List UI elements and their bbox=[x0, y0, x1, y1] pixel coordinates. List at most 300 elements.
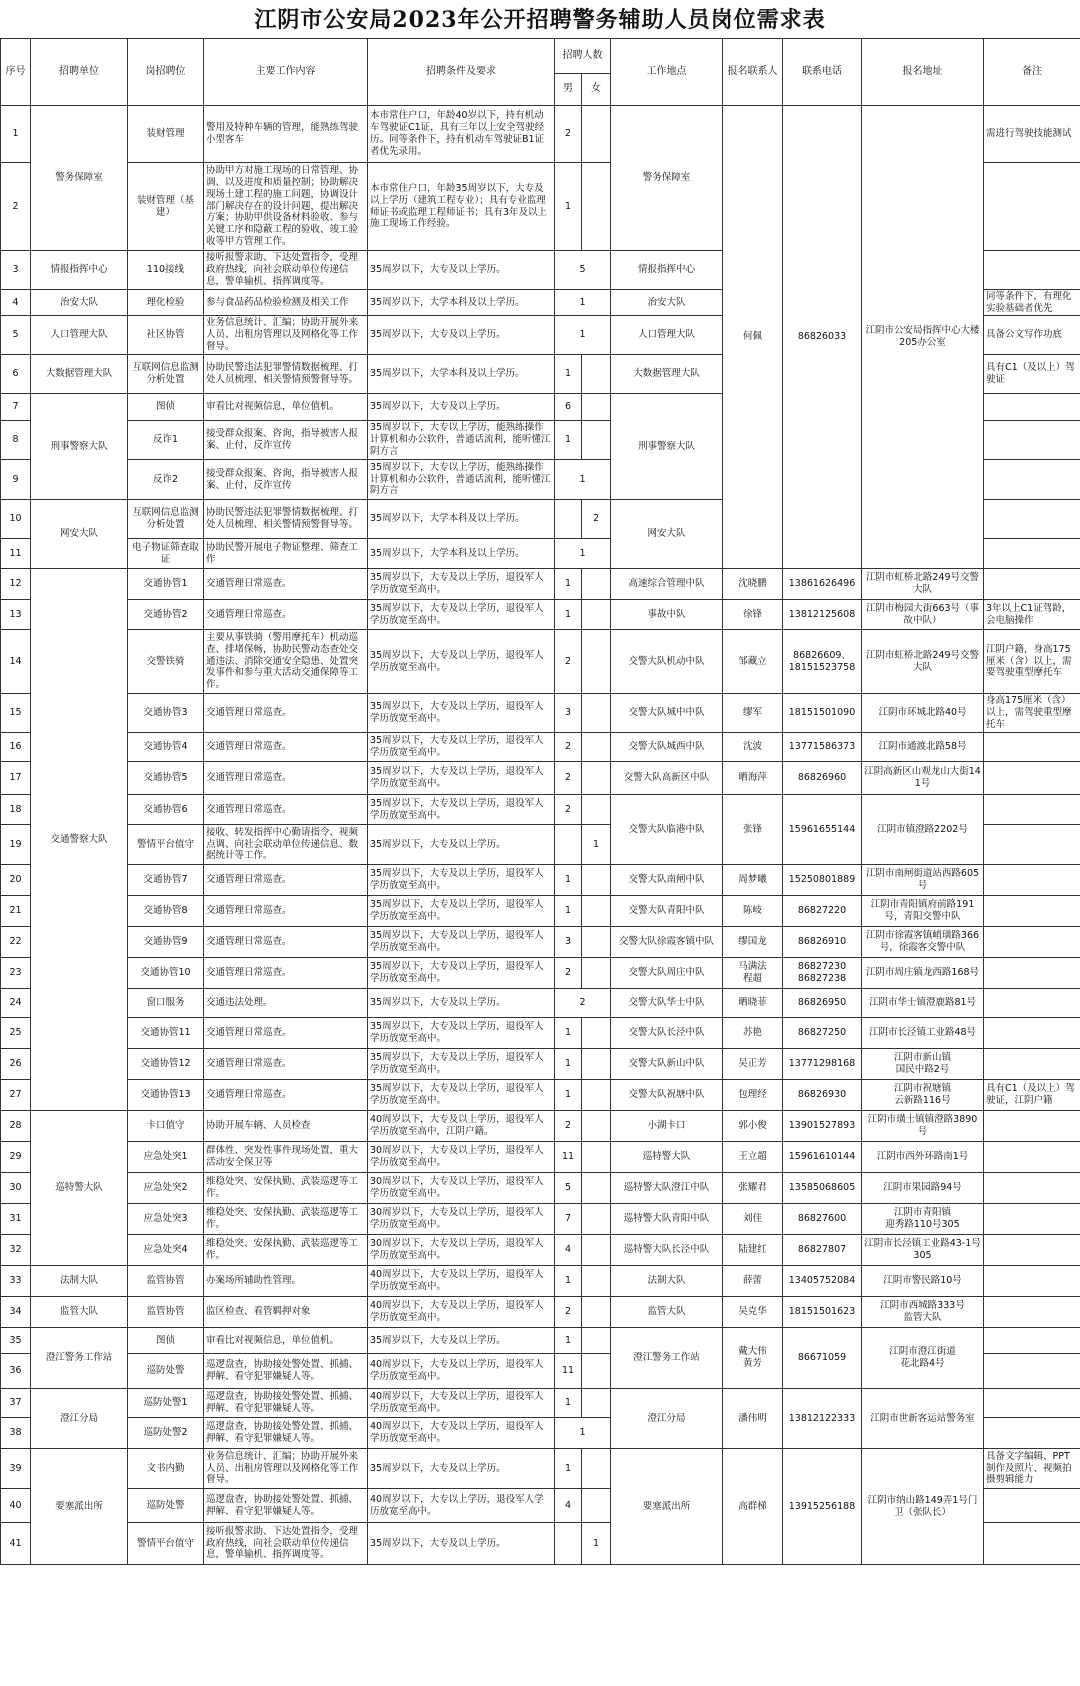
row-contact: 陆建红 bbox=[723, 1235, 783, 1266]
row-count-female: 1 bbox=[582, 1523, 611, 1565]
row-position: 交通协管8 bbox=[128, 896, 204, 927]
row-duties: 协助开展车辆、人员检查 bbox=[204, 1111, 368, 1142]
row-phone: 18151501623 bbox=[783, 1297, 862, 1328]
row-requirements: 40周岁以下，大专及以上学历，退役军人学历放宽至高中。 bbox=[368, 1354, 555, 1389]
row-requirements: 35周岁以下，大专及以上学历，退役军人学历放宽至高中。 bbox=[368, 569, 555, 600]
row-count-female bbox=[582, 896, 611, 927]
row-phone: 15961655144 bbox=[783, 795, 862, 865]
row-note: 需进行驾驶技能测试 bbox=[984, 106, 1080, 163]
table-row bbox=[1, 896, 1080, 927]
row-count-female bbox=[582, 1111, 611, 1142]
row-address: 江阴市南闸街道站西路605号 bbox=[862, 865, 984, 896]
row-duties: 巡逻盘查，协助接处警处置、抓捕、押解、看守犯罪嫌疑人等。 bbox=[204, 1354, 368, 1389]
row-note bbox=[984, 1173, 1080, 1204]
row-workplace: 网安大队 bbox=[611, 500, 723, 569]
row-requirements: 40周岁以下，大专及以上学历，退役军人学历放宽至高中。 bbox=[368, 1266, 555, 1297]
row-position: 理化检验 bbox=[128, 289, 204, 316]
row-position: 交通协管6 bbox=[128, 795, 204, 825]
row-requirements: 35周岁以下，大专及以上学历。 bbox=[368, 1523, 555, 1565]
row-count-male: 1 bbox=[555, 1328, 582, 1354]
row-contact: 高群梯 bbox=[723, 1449, 783, 1565]
row-requirements: 40周岁以下，大专以上学历，退役军人学历放宽至高中。 bbox=[368, 1489, 555, 1523]
row-requirements: 35周岁以下，大专及以上学历，退役军人学历放宽至高中。 bbox=[368, 1080, 555, 1111]
row-note: 具有C1（及以上）驾驶证 bbox=[984, 355, 1080, 394]
row-position: 电子物证筛查取证 bbox=[128, 539, 204, 569]
row-address: 江阴市祝塘镇 云新路116号 bbox=[862, 1080, 984, 1111]
row-phone: 13585068605 bbox=[783, 1173, 862, 1204]
row-position: 文书内勤 bbox=[128, 1449, 204, 1489]
row-contact: 徐锋 bbox=[723, 600, 783, 630]
row-position: 反诈2 bbox=[128, 460, 204, 500]
row-note: 具备文字编辑、PPT制作及照片、视频拍摄剪辑能力 bbox=[984, 1449, 1080, 1489]
row-note bbox=[984, 1297, 1080, 1328]
row-phone: 13812122333 bbox=[783, 1389, 862, 1449]
row-requirements: 35周岁以下，大专及以上学历，退役军人学历放宽至高中。 bbox=[368, 600, 555, 630]
row-count-female bbox=[582, 106, 611, 163]
row-requirements: 35周岁以下，大专及以上学历。 bbox=[368, 989, 555, 1018]
table-row bbox=[1, 927, 1080, 958]
row-count-female bbox=[582, 1049, 611, 1080]
row-seq: 19 bbox=[1, 825, 31, 865]
row-workplace: 交警大队华士中队 bbox=[611, 989, 723, 1018]
row-address: 江阴市镇澄路2202号 bbox=[862, 795, 984, 865]
row-count-male: 5 bbox=[555, 1173, 582, 1204]
row-phone: 13812125608 bbox=[783, 600, 862, 630]
row-count-male: 11 bbox=[555, 1354, 582, 1389]
row-seq: 11 bbox=[1, 539, 31, 569]
row-workplace: 治安大队 bbox=[611, 289, 723, 316]
row-count-male: 2 bbox=[555, 1297, 582, 1328]
header-male: 男 bbox=[555, 74, 582, 106]
row-seq: 31 bbox=[1, 1204, 31, 1235]
row-count: 1 bbox=[555, 539, 611, 569]
table-row bbox=[1, 989, 1080, 1018]
row-count-female bbox=[582, 1173, 611, 1204]
row-count-male: 3 bbox=[555, 927, 582, 958]
row-workplace: 交警大队城中中队 bbox=[611, 694, 723, 733]
row-duties: 警用及特种车辆的管理，能熟练驾驶小型客车 bbox=[204, 106, 368, 163]
row-address: 江阴市新山镇 国民中路2号 bbox=[862, 1049, 984, 1080]
header-seq: 序号 bbox=[1, 39, 31, 106]
row-address: 江阴市警民路10号 bbox=[862, 1266, 984, 1297]
row-duties: 接听报警求助、下达处置指令，受理政府热线，向社会联动单位传递信息，警单输机、指挥调度等。 bbox=[204, 1523, 368, 1565]
row-duties: 监区检查、看管羁押对象 bbox=[204, 1297, 368, 1328]
row-note bbox=[984, 1266, 1080, 1297]
row-duties: 交通管理日常巡查。 bbox=[204, 1018, 368, 1049]
row-workplace: 交警大队青阳中队 bbox=[611, 896, 723, 927]
row-requirements: 30周岁以下，大专及以上学历，退役军人学历放宽至高中。 bbox=[368, 1204, 555, 1235]
row-seq: 6 bbox=[1, 355, 31, 394]
row-duties: 交通管理日常巡查。 bbox=[204, 927, 368, 958]
row-contact: 周梦曦 bbox=[723, 865, 783, 896]
row-duties: 办案场所辅助性管理。 bbox=[204, 1266, 368, 1297]
row-duties: 交通管理日常巡查。 bbox=[204, 1080, 368, 1111]
row-position: 应急处突3 bbox=[128, 1204, 204, 1235]
row-note bbox=[984, 958, 1080, 989]
row-note bbox=[984, 1142, 1080, 1173]
row-unit: 治安大队 bbox=[31, 289, 128, 316]
row-position: 反诈1 bbox=[128, 421, 204, 460]
row-requirements: 30周岁以下，大专及以上学历，退役军人学历放宽至高中。 bbox=[368, 1235, 555, 1266]
row-seq: 15 bbox=[1, 694, 31, 733]
table-row bbox=[1, 1018, 1080, 1049]
row-duties: 接听报警求助、下达处置指令，受理政府热线，向社会联动单位传递信息，警单输机、指挥调度等。 bbox=[204, 251, 368, 290]
row-position: 互联网信息监测分析处置 bbox=[128, 355, 204, 394]
row-workplace: 澄江警务工作站 bbox=[611, 1328, 723, 1389]
row-requirements: 40周岁以下，大专及以上学历，退役军人学历放宽至高中。 bbox=[368, 1297, 555, 1328]
row-phone: 86826950 bbox=[783, 989, 862, 1018]
row-duties: 接受群众报案、咨询，指导被害人报案、止付，反诈宣传 bbox=[204, 460, 368, 500]
row-duties: 巡逻盘查，协助接处警处置、抓捕、押解、看守犯罪嫌疑人等。 bbox=[204, 1489, 368, 1523]
row-requirements: 35周岁以下，大专及以上学历，退役军人学历放宽至高中。 bbox=[368, 927, 555, 958]
row-duties: 交通管理日常巡查。 bbox=[204, 896, 368, 927]
row-workplace: 交警大队新山中队 bbox=[611, 1049, 723, 1080]
row-count-male: 4 bbox=[555, 1489, 582, 1523]
row-position: 巡防处警1 bbox=[128, 1389, 204, 1418]
table-row bbox=[1, 1142, 1080, 1173]
row-requirements: 40周岁以下，大专及以上学历，退役军人学历放宽至高中，江阴户籍。 bbox=[368, 1111, 555, 1142]
row-workplace: 法制大队 bbox=[611, 1266, 723, 1297]
row-count-male: 11 bbox=[555, 1142, 582, 1173]
row-note bbox=[984, 421, 1080, 460]
row-position: 监管协管 bbox=[128, 1266, 204, 1297]
row-duties: 群体性、突发性事件现场处置，重大活动安全保卫等 bbox=[204, 1142, 368, 1173]
row-phone: 86826910 bbox=[783, 927, 862, 958]
table-row bbox=[1, 733, 1080, 762]
row-phone: 15961610144 bbox=[783, 1142, 862, 1173]
row-position: 交通协管9 bbox=[128, 927, 204, 958]
row-contact: 薛蕾 bbox=[723, 1266, 783, 1297]
row-note bbox=[984, 1235, 1080, 1266]
row-duties: 业务信息统计、汇编；协助开展外来人员、出租房管理以及网格化等工作督导。 bbox=[204, 1449, 368, 1489]
table-row bbox=[1, 795, 1080, 825]
row-address: 江阴市纳山路149弄1号门卫（张队长） bbox=[862, 1449, 984, 1565]
row-seq: 21 bbox=[1, 896, 31, 927]
row-seq: 32 bbox=[1, 1235, 31, 1266]
row-count-male: 1 bbox=[555, 1049, 582, 1080]
row-note: 具备公文写作功底 bbox=[984, 316, 1080, 355]
row-duties: 审看比对视频信息，单位值机。 bbox=[204, 1328, 368, 1354]
row-position: 应急处突1 bbox=[128, 1142, 204, 1173]
row-contact: 缪国龙 bbox=[723, 927, 783, 958]
row-position: 卡口值守 bbox=[128, 1111, 204, 1142]
row-count-female bbox=[582, 1204, 611, 1235]
table-row bbox=[1, 106, 1080, 163]
row-address: 江阴市虹桥北路249号交警大队 bbox=[862, 630, 984, 694]
row-requirements: 35周岁以下，大专以上学历，能熟练操作计算机和办公软件，普通话流利，能听懂江阴方言 bbox=[368, 460, 555, 500]
row-position: 社区协管 bbox=[128, 316, 204, 355]
row-count-male bbox=[555, 825, 582, 865]
row-seq: 24 bbox=[1, 989, 31, 1018]
row-count-female bbox=[582, 733, 611, 762]
row-contact: 马满法 程超 bbox=[723, 958, 783, 989]
row-seq: 36 bbox=[1, 1354, 31, 1389]
row-position: 图侦 bbox=[128, 394, 204, 421]
table-row bbox=[1, 1297, 1080, 1328]
row-workplace: 人口管理大队 bbox=[611, 316, 723, 355]
row-unit: 交通警察大队 bbox=[31, 569, 128, 1111]
row-seq: 17 bbox=[1, 762, 31, 795]
row-count-male: 2 bbox=[555, 958, 582, 989]
row-contact: 缪军 bbox=[723, 694, 783, 733]
row-workplace: 小湖卡口 bbox=[611, 1111, 723, 1142]
row-position: 交通协管1 bbox=[128, 569, 204, 600]
row-requirements: 35周岁以下，大专及以上学历。 bbox=[368, 1449, 555, 1489]
row-count-female bbox=[582, 630, 611, 694]
row-contact: 张锋 bbox=[723, 795, 783, 865]
row-count: 1 bbox=[555, 289, 611, 316]
row-duties: 巡逻盘查，协助接处警处置、抓捕、押解、看守犯罪嫌疑人等。 bbox=[204, 1418, 368, 1449]
row-unit: 巡特警大队 bbox=[31, 1111, 128, 1266]
row-note bbox=[984, 1049, 1080, 1080]
row-contact: 吴正芳 bbox=[723, 1049, 783, 1080]
row-address: 江阴市青阳镇 迎秀路110号305 bbox=[862, 1204, 984, 1235]
row-contact: 苏艳 bbox=[723, 1018, 783, 1049]
row-workplace: 交警大队祝塘中队 bbox=[611, 1080, 723, 1111]
row-contact: 包理经 bbox=[723, 1080, 783, 1111]
table-row bbox=[1, 958, 1080, 989]
row-seq: 20 bbox=[1, 865, 31, 896]
row-requirements: 35周岁以下，大专及以上学历，退役军人学历放宽至高中。 bbox=[368, 896, 555, 927]
row-position: 巡防处警 bbox=[128, 1489, 204, 1523]
row-position: 交通协管10 bbox=[128, 958, 204, 989]
row-duties: 巡逻盘查，协助接处警处置、抓捕、押解、看守犯罪嫌疑人等。 bbox=[204, 1389, 368, 1418]
row-seq: 27 bbox=[1, 1080, 31, 1111]
row-duties: 协助民警开展电子物证整理、筛查工作 bbox=[204, 539, 368, 569]
row-count-male: 1 bbox=[555, 421, 582, 460]
row-requirements: 35周岁以下，大专及以上学历，退役军人学历放宽至高中。 bbox=[368, 958, 555, 989]
row-requirements: 35周岁以下，大专及以上学历，退役军人学历放宽至高中。 bbox=[368, 1018, 555, 1049]
row-count-female bbox=[582, 1235, 611, 1266]
row-note bbox=[984, 1418, 1080, 1449]
row-seq: 4 bbox=[1, 289, 31, 316]
row-note bbox=[984, 865, 1080, 896]
row-note bbox=[984, 539, 1080, 569]
row-workplace: 交警大队城西中队 bbox=[611, 733, 723, 762]
row-count-female bbox=[582, 1328, 611, 1354]
row-count-female: 2 bbox=[582, 500, 611, 539]
table-row bbox=[1, 569, 1080, 600]
row-duties: 交通管理日常巡查。 bbox=[204, 795, 368, 825]
row-seq: 34 bbox=[1, 1297, 31, 1328]
row-seq: 2 bbox=[1, 163, 31, 251]
row-position: 交通协管12 bbox=[128, 1049, 204, 1080]
table-row bbox=[1, 1080, 1080, 1111]
row-requirements: 40周岁以下，大专及以上学历，退役军人学历放宽至高中。 bbox=[368, 1418, 555, 1449]
row-count-male: 1 bbox=[555, 896, 582, 927]
row-note bbox=[984, 500, 1080, 539]
row-contact: 潘伟明 bbox=[723, 1389, 783, 1449]
row-position: 交通协管13 bbox=[128, 1080, 204, 1111]
row-address: 江阴市西外环路南1号 bbox=[862, 1142, 984, 1173]
row-requirements: 35周岁以下，大专及以上学历。 bbox=[368, 316, 555, 355]
row-contact: 沈晓鹏 bbox=[723, 569, 783, 600]
row-requirements: 35周岁以下，大专以上学历，能熟练操作计算机和办公软件，普通话流利，能听懂江阴方言 bbox=[368, 421, 555, 460]
row-duties: 业务信息统计、汇编；协助开展外来人员、出租房管理以及网格化等工作督导。 bbox=[204, 316, 368, 355]
row-note bbox=[984, 1523, 1080, 1565]
row-phone: 13405752084 bbox=[783, 1266, 862, 1297]
row-duties: 交通管理日常巡查。 bbox=[204, 958, 368, 989]
row-note bbox=[984, 1389, 1080, 1418]
row-requirements: 35周岁以下，大学本科及以上学历。 bbox=[368, 289, 555, 316]
row-count-female bbox=[582, 1142, 611, 1173]
row-requirements: 35周岁以下，大学本科及以上学历。 bbox=[368, 539, 555, 569]
row-unit: 大数据管理大队 bbox=[31, 355, 128, 394]
row-phone: 18151501090 bbox=[783, 694, 862, 733]
row-seq: 14 bbox=[1, 630, 31, 694]
row-note bbox=[984, 762, 1080, 795]
header-workplace: 工作地点 bbox=[611, 39, 723, 106]
row-requirements: 30周岁以下，大专及以上学历，退役军人学历放宽至高中。 bbox=[368, 1173, 555, 1204]
row-count-male: 2 bbox=[555, 762, 582, 795]
row-phone: 86826033 bbox=[783, 106, 862, 569]
row-count-male: 2 bbox=[555, 733, 582, 762]
row-count-male: 1 bbox=[555, 1080, 582, 1111]
row-address: 江阴市果园路94号 bbox=[862, 1173, 984, 1204]
row-note bbox=[984, 1204, 1080, 1235]
row-count-female bbox=[582, 1449, 611, 1489]
row-address: 江阴市徐霞客镇峭璜路366号，徐霞客交警中队 bbox=[862, 927, 984, 958]
row-unit: 刑事警察大队 bbox=[31, 394, 128, 500]
row-count: 1 bbox=[555, 460, 611, 500]
row-phone: 86827250 bbox=[783, 1018, 862, 1049]
row-duties: 交通管理日常巡查。 bbox=[204, 600, 368, 630]
row-duties: 交通管理日常巡查。 bbox=[204, 569, 368, 600]
row-unit: 网安大队 bbox=[31, 500, 128, 569]
row-duties: 审看比对视频信息，单位值机。 bbox=[204, 394, 368, 421]
row-contact: 戴大伟 黄芳 bbox=[723, 1328, 783, 1389]
header-address: 报名地址 bbox=[862, 39, 984, 106]
row-requirements: 35周岁以下，大专及以上学历。 bbox=[368, 394, 555, 421]
row-count: 1 bbox=[555, 316, 611, 355]
row-note: 3年以上C1证驾龄，会电脑操作 bbox=[984, 600, 1080, 630]
row-duties: 维稳处突、安保执勤、武装巡逻等工作。 bbox=[204, 1204, 368, 1235]
row-duties: 接收、转发指挥中心勤请指令、视频点调、向社会联动单位传递信息、数据统计等工作。 bbox=[204, 825, 368, 865]
row-contact: 晒晓菲 bbox=[723, 989, 783, 1018]
row-count: 1 bbox=[555, 1418, 611, 1449]
row-count-male: 1 bbox=[555, 1389, 582, 1418]
row-duties: 交通管理日常巡查。 bbox=[204, 865, 368, 896]
row-phone: 86826609、 18151523758 bbox=[783, 630, 862, 694]
row-phone: 86827220 bbox=[783, 896, 862, 927]
row-duties: 维稳处突、安保执勤、武装巡逻等工作。 bbox=[204, 1173, 368, 1204]
row-address: 江阴市公安局指挥中心大楼205办公室 bbox=[862, 106, 984, 569]
row-unit: 情报指挥中心 bbox=[31, 251, 128, 290]
row-count: 2 bbox=[555, 989, 611, 1018]
row-workplace: 巡特警大队青阳中队 bbox=[611, 1204, 723, 1235]
row-seq: 30 bbox=[1, 1173, 31, 1204]
row-count-female bbox=[582, 1266, 611, 1297]
row-workplace: 高速综合管理中队 bbox=[611, 569, 723, 600]
row-position: 窗口服务 bbox=[128, 989, 204, 1018]
row-seq: 10 bbox=[1, 500, 31, 539]
row-unit: 监管大队 bbox=[31, 1297, 128, 1328]
row-unit: 澄江分局 bbox=[31, 1389, 128, 1449]
row-count-male bbox=[555, 500, 582, 539]
row-phone: 86671059 bbox=[783, 1328, 862, 1389]
row-note bbox=[984, 1018, 1080, 1049]
row-contact: 刘佳 bbox=[723, 1204, 783, 1235]
row-count-male: 1 bbox=[555, 355, 582, 394]
row-phone: 86827600 bbox=[783, 1204, 862, 1235]
row-note bbox=[984, 394, 1080, 421]
row-unit: 警务保障室 bbox=[31, 106, 128, 251]
row-duties: 参与食品药品检验检测及相关工作 bbox=[204, 289, 368, 316]
row-phone: 15250801889 bbox=[783, 865, 862, 896]
row-position: 交通协管4 bbox=[128, 733, 204, 762]
row-count-male: 7 bbox=[555, 1204, 582, 1235]
row-workplace: 交警大队周庄中队 bbox=[611, 958, 723, 989]
header-requirements: 招聘条件及要求 bbox=[368, 39, 555, 106]
row-count-male: 1 bbox=[555, 865, 582, 896]
row-seq: 25 bbox=[1, 1018, 31, 1049]
row-count-female bbox=[582, 1080, 611, 1111]
row-position: 巡防处警 bbox=[128, 1354, 204, 1389]
row-workplace: 巡特警大队澄江中队 bbox=[611, 1173, 723, 1204]
row-count-male: 2 bbox=[555, 795, 582, 825]
row-workplace: 巡特警大队 bbox=[611, 1142, 723, 1173]
row-phone: 13771298168 bbox=[783, 1049, 862, 1080]
row-count-female bbox=[582, 569, 611, 600]
row-position: 警情平台值守 bbox=[128, 1523, 204, 1565]
row-note: 江阴户籍，身高175厘米（含）以上，需要驾驶重型摩托车 bbox=[984, 630, 1080, 694]
row-count-male: 1 bbox=[555, 600, 582, 630]
table-row bbox=[1, 694, 1080, 733]
row-duties: 交通违法处理。 bbox=[204, 989, 368, 1018]
row-seq: 23 bbox=[1, 958, 31, 989]
row-count-female bbox=[582, 394, 611, 421]
row-address: 江阴市梅园大街663号（事故中队） bbox=[862, 600, 984, 630]
row-count-female bbox=[582, 163, 611, 251]
row-workplace: 澄江分局 bbox=[611, 1389, 723, 1449]
row-phone: 13771586373 bbox=[783, 733, 862, 762]
row-position: 应急处突2 bbox=[128, 1173, 204, 1204]
row-position: 应急处突4 bbox=[128, 1235, 204, 1266]
row-phone: 13915256188 bbox=[783, 1449, 862, 1565]
row-workplace: 刑事警察大队 bbox=[611, 394, 723, 500]
row-duties: 维稳处突、安保执勤、武装巡逻等工作。 bbox=[204, 1235, 368, 1266]
row-phone: 86826930 bbox=[783, 1080, 862, 1111]
row-count-female bbox=[582, 355, 611, 394]
row-address: 江阴市环城北路40号 bbox=[862, 694, 984, 733]
row-seq: 9 bbox=[1, 460, 31, 500]
row-requirements: 35周岁以下，大专及以上学历，退役军人学历放宽至高中。 bbox=[368, 762, 555, 795]
header-count: 招聘人数 bbox=[555, 39, 611, 74]
row-position: 交警铁骑 bbox=[128, 630, 204, 694]
table-row bbox=[1, 1173, 1080, 1204]
row-position: 监管协管 bbox=[128, 1297, 204, 1328]
row-note bbox=[984, 896, 1080, 927]
table-row bbox=[1, 1449, 1080, 1489]
row-requirements: 30周岁以下，大专及以上学历，退役军人学历放宽至高中。 bbox=[368, 1142, 555, 1173]
row-position: 图侦 bbox=[128, 1328, 204, 1354]
row-position: 交通协管3 bbox=[128, 694, 204, 733]
row-note bbox=[984, 569, 1080, 600]
table-row bbox=[1, 1328, 1080, 1354]
table-row bbox=[1, 1235, 1080, 1266]
row-contact: 晒海萍 bbox=[723, 762, 783, 795]
row-unit: 法制大队 bbox=[31, 1266, 128, 1297]
row-note bbox=[984, 1328, 1080, 1354]
row-count-male: 1 bbox=[555, 1018, 582, 1049]
row-workplace: 交警大队高新区中队 bbox=[611, 762, 723, 795]
table-row bbox=[1, 1049, 1080, 1080]
row-duties: 交通管理日常巡查。 bbox=[204, 733, 368, 762]
row-count-male: 2 bbox=[555, 630, 582, 694]
row-seq: 40 bbox=[1, 1489, 31, 1523]
row-note bbox=[984, 163, 1080, 251]
row-seq: 22 bbox=[1, 927, 31, 958]
